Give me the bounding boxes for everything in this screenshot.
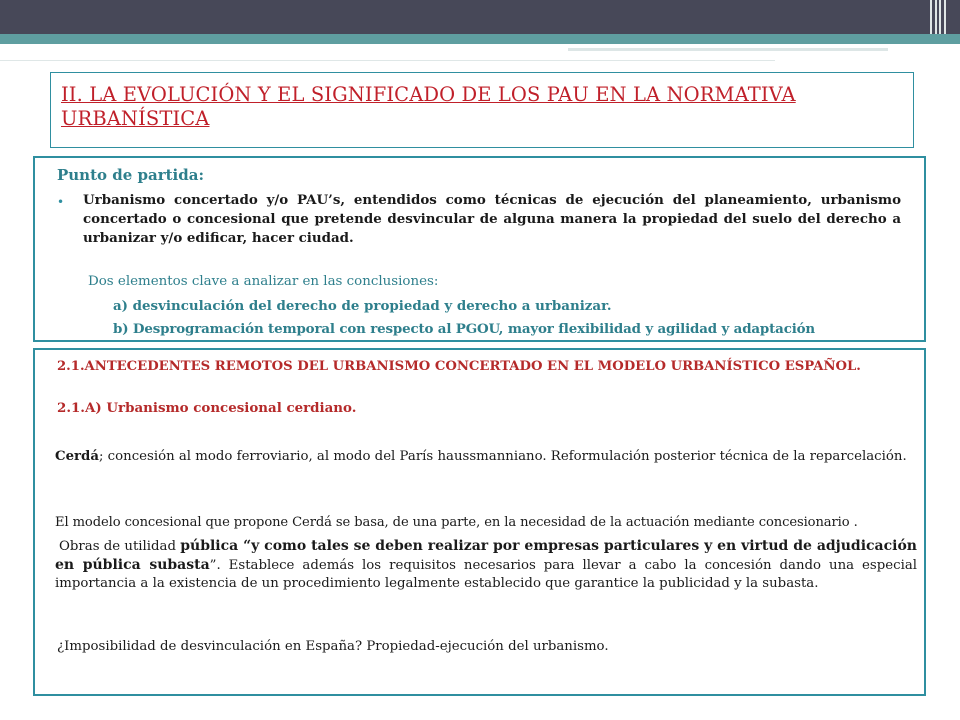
cerda-label: Cerdá [55, 449, 99, 464]
header-accent-line-thin [0, 60, 775, 61]
header-decor-lines [930, 0, 952, 36]
starting-point-heading: Punto de partida: [57, 166, 204, 184]
key-elements-heading: Dos elementos clave a analizar en las conclusiones: [88, 274, 439, 289]
header-teal-band [0, 34, 960, 44]
section-title: 2.1.ANTECEDENTES REMOTOS DEL URBANISMO CONCERTADO EN EL MODELO URBANÍSTICO ESPAÑOL. [57, 359, 861, 374]
title-box [50, 72, 914, 148]
obras-paragraph [55, 537, 917, 593]
starting-point-box [33, 156, 926, 342]
model-paragraph: El modelo concesional que propone Cerdá se basa, de una parte, en la necesidad de la actuación mediante concesionario . [55, 515, 858, 530]
slide-title: II. LA EVOLUCIÓN Y EL SIGNIFICADO DE LOS PAU EN LA NORMATIVA URBANÍSTICA [61, 83, 796, 130]
cerda-paragraph [55, 447, 917, 467]
key-element-b: b) Desprogramación temporal con respecto al PGOU, mayor flexibilidad y agilidad y adaptación [113, 321, 816, 337]
key-element-a: a) desvinculación del derecho de propiedad y derecho a urbanizar. [113, 298, 612, 314]
bullet-text: Urbanismo concertado y/o PAU’s, entendidos como técnicas de ejecución del planeamiento, urbanismo concertado o concesional que pretende desvincular de alguna manera la propiedad del suelo del derecho a urbanizar y/o edificar, hacer ciudad. [83, 192, 901, 246]
subsection-title: 2.1.A) Urbanismo concesional cerdiano. [57, 400, 357, 416]
question-paragraph: ¿Imposibilidad de desvinculación en España? Propiedad-ejecución del urbanismo. [57, 639, 609, 654]
obras-rest: ”. Establece además los requisitos necesarios para llevar a cabo la concesión dando una especial importancia a la existencia de un procedimiento legalmente establecido que garantice la publicidad y la subasta. [55, 558, 917, 591]
antecedents-box [33, 348, 926, 696]
cerda-text: ; concesión al modo ferroviario, al modo del París haussmanniano. Reformulación posterior técnica de la reparcelación. [98, 449, 907, 464]
bullet-icon: • [57, 195, 65, 209]
header-accent-line [568, 48, 888, 51]
obras-bold: pública “y como tales se deben realizar por empresas particulares y en virtud de adjudicación en pública subasta [55, 538, 917, 573]
obras-prefix: Obras de utilidad [59, 539, 181, 554]
header-bar [0, 0, 960, 34]
